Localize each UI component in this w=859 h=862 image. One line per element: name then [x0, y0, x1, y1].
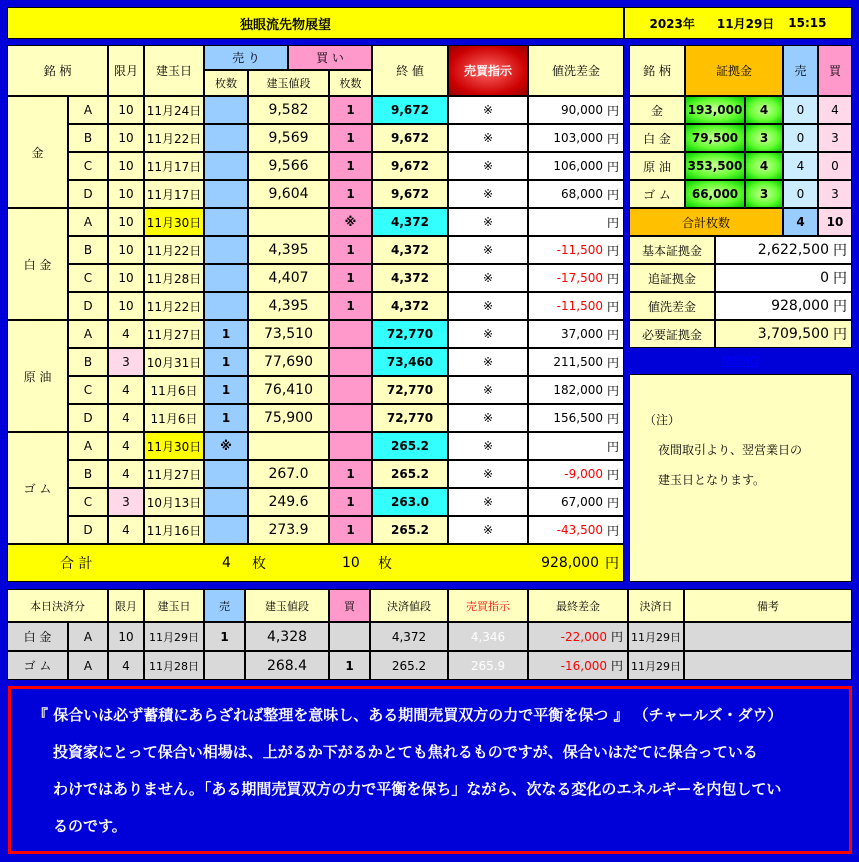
- settled-order-price: 4,346: [448, 622, 528, 651]
- open-price: 249.6: [248, 488, 329, 516]
- contract-month: 10: [108, 264, 144, 292]
- header-sell: 売 り: [204, 45, 288, 70]
- open-price: 73,510: [248, 320, 329, 348]
- contract-month: 4: [108, 404, 144, 432]
- buy-qty: 1: [329, 460, 372, 488]
- settled-open-date: 11月28日: [144, 651, 204, 680]
- open-price: 4,395: [248, 292, 329, 320]
- settled-series: A: [68, 622, 108, 651]
- commodity-label: 白 金: [7, 208, 68, 320]
- pnl-value: 156,500: [553, 411, 603, 425]
- header-buy: 買 い: [288, 45, 372, 70]
- trade-order-button[interactable]: 売買指示: [448, 45, 528, 96]
- margin-total-label: 合計枚数: [629, 208, 783, 236]
- order-mark: ※: [448, 96, 528, 124]
- quote-line-3: わけではありません。「ある期間売買双方の力で平衡を保ち」ながら、次なる変化のエネルギーを内包してい: [53, 780, 782, 798]
- margin-commodity: 金: [629, 96, 685, 124]
- pnl-cell: [528, 236, 624, 264]
- open-price: [248, 208, 329, 236]
- memo-box: [629, 374, 852, 582]
- series-label: C: [68, 376, 108, 404]
- open-price: [248, 432, 329, 460]
- header-tateday: 建玉日: [144, 45, 204, 96]
- open-price: 9,569: [248, 124, 329, 152]
- open-date: 11月27日: [144, 460, 204, 488]
- pnl-unit: 円: [606, 327, 619, 342]
- pnl-value: -11,500: [556, 243, 603, 257]
- order-mark: ※: [448, 348, 528, 376]
- order-mark: ※: [448, 376, 528, 404]
- settled-header: 備考: [684, 589, 852, 622]
- margin-amount: 66,000: [685, 180, 745, 208]
- series-label: A: [68, 208, 108, 236]
- margin-commodity: ゴ ム: [629, 180, 685, 208]
- buy-qty: 1: [329, 236, 372, 264]
- settled-commodity: ゴ ム: [7, 651, 68, 680]
- margin-total-buy: 10: [818, 208, 852, 236]
- open-date: 11月30日: [144, 208, 204, 236]
- contract-month: 4: [108, 320, 144, 348]
- settled-final-cell: [528, 651, 628, 680]
- margin-summary-unit: 円: [833, 271, 847, 287]
- settled-header: 建玉値段: [245, 589, 329, 622]
- contract-month: 4: [108, 376, 144, 404]
- order-mark: ※: [448, 432, 528, 460]
- settled-header: 建玉日: [144, 589, 204, 622]
- pnl-value: 37,000: [560, 327, 603, 341]
- order-mark: ※: [448, 208, 528, 236]
- settled-settle-price: 4,372: [370, 622, 448, 651]
- settled-month: 4: [108, 651, 144, 680]
- sell-qty: [204, 152, 248, 180]
- order-mark: ※: [448, 124, 528, 152]
- series-label: B: [68, 124, 108, 152]
- buy-qty: 1: [329, 488, 372, 516]
- series-label: C: [68, 488, 108, 516]
- close-price: 9,672: [372, 152, 448, 180]
- margin-buy-count: 3: [818, 124, 852, 152]
- totals-label: 合 計: [60, 556, 93, 572]
- series-label: C: [68, 152, 108, 180]
- series-label: B: [68, 236, 108, 264]
- pnl-value: 90,000: [560, 103, 603, 117]
- pnl-cell: [528, 208, 624, 236]
- open-date: 11月30日: [144, 432, 204, 460]
- date-year: 2023年: [649, 16, 695, 31]
- margin-multiplier: 3: [745, 124, 783, 152]
- margin-sell-count: 4: [783, 152, 818, 180]
- margin-amount: 193,000: [685, 96, 745, 124]
- settled-header: 決済値段: [370, 589, 448, 622]
- totals-sell-unit: 枚: [252, 556, 266, 572]
- pnl-unit: 円: [606, 495, 619, 510]
- order-mark: ※: [448, 292, 528, 320]
- totals-sell-count: 4: [222, 555, 231, 571]
- settled-final-unit: 円: [610, 630, 623, 644]
- open-date: 11月24日: [144, 96, 204, 124]
- datetime-bar: [624, 7, 852, 39]
- buy-qty: 1: [329, 264, 372, 292]
- pnl-unit: 円: [606, 299, 619, 314]
- totals-buy-unit: 枚: [378, 556, 392, 572]
- close-price: 4,372: [372, 292, 448, 320]
- sell-qty: 1: [204, 320, 248, 348]
- order-mark: ※: [448, 404, 528, 432]
- pnl-cell: [528, 320, 624, 348]
- margin-summary-value: 0: [820, 270, 829, 286]
- margin-summary-value-cell: [715, 292, 852, 320]
- sell-qty: [204, 208, 248, 236]
- pnl-unit: 円: [606, 131, 619, 146]
- margin-multiplier: 3: [745, 180, 783, 208]
- sell-qty: [204, 96, 248, 124]
- open-price: 9,582: [248, 96, 329, 124]
- sell-qty: [204, 460, 248, 488]
- sell-qty: [204, 180, 248, 208]
- series-label: B: [68, 460, 108, 488]
- totals-unit: 円: [605, 556, 619, 572]
- order-mark: ※: [448, 264, 528, 292]
- pnl-value: 67,000: [560, 495, 603, 509]
- close-price: 9,672: [372, 96, 448, 124]
- series-label: D: [68, 292, 108, 320]
- contract-month: 10: [108, 124, 144, 152]
- pnl-cell: [528, 460, 624, 488]
- memo-header: [629, 350, 852, 372]
- buy-qty: [329, 404, 372, 432]
- settled-final-value: -16,000: [560, 658, 607, 673]
- buy-qty: 1: [329, 152, 372, 180]
- pnl-unit: 円: [606, 103, 619, 118]
- margin-summary-value: 2,622,500: [757, 242, 829, 258]
- open-price: 273.9: [248, 516, 329, 544]
- pnl-value: 182,000: [553, 383, 603, 397]
- settled-series: A: [68, 651, 108, 680]
- pnl-cell: [528, 180, 624, 208]
- series-label: A: [68, 432, 108, 460]
- memo-link[interactable]: MEMO: [721, 354, 760, 368]
- series-label: D: [68, 404, 108, 432]
- order-mark: ※: [448, 516, 528, 544]
- buy-qty: 1: [329, 292, 372, 320]
- header-sell-qty: 枚数: [204, 70, 248, 96]
- sell-qty: [204, 124, 248, 152]
- order-mark: ※: [448, 236, 528, 264]
- time: 15:15: [788, 16, 827, 30]
- series-label: D: [68, 180, 108, 208]
- settled-settle-price: 265.2: [370, 651, 448, 680]
- close-price: 9,672: [372, 180, 448, 208]
- open-date: 11月27日: [144, 320, 204, 348]
- contract-month: 10: [108, 180, 144, 208]
- memo-line-1: （注）: [644, 413, 681, 427]
- margin-multiplier: 4: [745, 96, 783, 124]
- open-price: 267.0: [248, 460, 329, 488]
- contract-month: 10: [108, 96, 144, 124]
- margin-summary-unit: 円: [833, 299, 847, 315]
- sell-qty: [204, 236, 248, 264]
- header-buy-qty: 枚数: [329, 70, 372, 96]
- quote-box: [8, 686, 852, 854]
- open-price: 4,395: [248, 236, 329, 264]
- margin-summary-value-cell: [715, 320, 852, 348]
- open-date: 11月6日: [144, 376, 204, 404]
- header-gengetsu: 限月: [108, 45, 144, 96]
- margin-header-buy: 買: [818, 45, 852, 96]
- pnl-value: -43,500: [556, 523, 603, 537]
- settled-note: [684, 622, 852, 651]
- sell-qty: 1: [204, 404, 248, 432]
- contract-month: 4: [108, 516, 144, 544]
- settled-order-price: 265.9: [448, 651, 528, 680]
- commodity-label: 金: [7, 96, 68, 208]
- page-title: 独眼流先物展望: [240, 17, 332, 33]
- open-price: 4,407: [248, 264, 329, 292]
- pnl-cell: [528, 404, 624, 432]
- settled-header: 売買指示: [448, 589, 528, 622]
- close-price: 4,372: [372, 208, 448, 236]
- order-mark: ※: [448, 152, 528, 180]
- pnl-value: 211,500: [553, 355, 603, 369]
- sell-qty: 1: [204, 376, 248, 404]
- pnl-value: -11,500: [556, 299, 603, 313]
- open-price: 76,410: [248, 376, 329, 404]
- pnl-unit: 円: [606, 187, 619, 202]
- open-date: 11月22日: [144, 292, 204, 320]
- order-mark: ※: [448, 180, 528, 208]
- margin-summary-value-cell: [715, 236, 852, 264]
- open-date: 10月13日: [144, 488, 204, 516]
- pnl-cell: [528, 516, 624, 544]
- commodity-label: ゴ ム: [7, 432, 68, 544]
- sell-qty: [204, 292, 248, 320]
- pnl-unit: 円: [606, 215, 619, 230]
- open-price: 75,900: [248, 404, 329, 432]
- margin-sell-count: 0: [783, 124, 818, 152]
- margin-amount: 353,500: [685, 152, 745, 180]
- pnl-unit: 円: [606, 439, 619, 454]
- header-close: 終 値: [372, 45, 448, 96]
- totals-row: [7, 544, 624, 582]
- buy-qty: [329, 432, 372, 460]
- contract-month: 3: [108, 488, 144, 516]
- margin-commodity: 白 金: [629, 124, 685, 152]
- pnl-cell: [528, 96, 624, 124]
- open-price: 77,690: [248, 348, 329, 376]
- series-label: A: [68, 320, 108, 348]
- pnl-unit: 円: [606, 355, 619, 370]
- close-price: 265.2: [372, 460, 448, 488]
- margin-header-meigara: 銘 柄: [629, 45, 685, 96]
- close-price: 265.2: [372, 432, 448, 460]
- pnl-cell: [528, 488, 624, 516]
- pnl-cell: [528, 124, 624, 152]
- margin-amount: 79,500: [685, 124, 745, 152]
- close-price: 265.2: [372, 516, 448, 544]
- contract-month: 4: [108, 460, 144, 488]
- commodity-label: 原 油: [7, 320, 68, 432]
- order-mark: ※: [448, 460, 528, 488]
- contract-month: 3: [108, 348, 144, 376]
- pnl-cell: [528, 152, 624, 180]
- buy-qty: [329, 348, 372, 376]
- pnl-cell: [528, 376, 624, 404]
- close-price: 9,672: [372, 124, 448, 152]
- pnl-cell: [528, 348, 624, 376]
- margin-summary-unit: 円: [833, 327, 847, 343]
- buy-qty: 1: [329, 516, 372, 544]
- pnl-value: 106,000: [553, 159, 603, 173]
- contract-month: 10: [108, 292, 144, 320]
- settled-date: 11月29日: [628, 651, 684, 680]
- open-date: 11月22日: [144, 236, 204, 264]
- date-monthday: 11月29日: [716, 16, 775, 31]
- settled-open-price: 4,328: [245, 622, 329, 651]
- pnl-unit: 円: [606, 523, 619, 538]
- buy-qty: 1: [329, 124, 372, 152]
- margin-summary-label: 追証拠金: [629, 264, 715, 292]
- buy-qty: ※: [329, 208, 372, 236]
- series-label: C: [68, 264, 108, 292]
- pnl-value: 68,000: [560, 187, 603, 201]
- open-price: 9,604: [248, 180, 329, 208]
- margin-commodity: 原 油: [629, 152, 685, 180]
- buy-qty: [329, 376, 372, 404]
- margin-total-sell: 4: [783, 208, 818, 236]
- margin-buy-count: 0: [818, 152, 852, 180]
- settled-open-date: 11月29日: [144, 622, 204, 651]
- header-meigara: 銘 柄: [7, 45, 108, 96]
- settled-month: 10: [108, 622, 144, 651]
- buy-qty: [329, 320, 372, 348]
- margin-buy-count: 4: [818, 96, 852, 124]
- sell-qty: [204, 488, 248, 516]
- open-date: 11月28日: [144, 264, 204, 292]
- margin-summary-label: 基本証拠金: [629, 236, 715, 264]
- sell-qty: [204, 516, 248, 544]
- header-tate-price: 建玉値段: [248, 70, 329, 96]
- contract-month: 10: [108, 152, 144, 180]
- series-label: D: [68, 516, 108, 544]
- margin-summary-value: 3,709,500: [757, 326, 829, 342]
- pnl-value: 103,000: [553, 131, 603, 145]
- settled-final-cell: [528, 622, 628, 651]
- sell-qty: [204, 264, 248, 292]
- buy-qty: 1: [329, 96, 372, 124]
- pnl-cell: [528, 292, 624, 320]
- margin-header-sell: 売: [783, 45, 818, 96]
- close-price: 72,770: [372, 320, 448, 348]
- order-mark: ※: [448, 488, 528, 516]
- settled-header: 売: [204, 589, 245, 622]
- memo-line-3: 建玉日となります。: [658, 473, 766, 487]
- contract-month: 4: [108, 432, 144, 460]
- totals-diff: 928,000: [541, 555, 599, 571]
- margin-summary-value: 928,000: [771, 298, 829, 314]
- close-price: 72,770: [372, 376, 448, 404]
- margin-sell-count: 0: [783, 96, 818, 124]
- open-price: 9,566: [248, 152, 329, 180]
- margin-summary-label: 値洗差金: [629, 292, 715, 320]
- margin-buy-count: 3: [818, 180, 852, 208]
- settled-final-unit: 円: [610, 659, 623, 673]
- settled-final-value: -22,000: [560, 629, 607, 644]
- settled-sell: [204, 651, 245, 680]
- margin-summary-unit: 円: [833, 243, 847, 259]
- sell-qty: 1: [204, 348, 248, 376]
- header-diff: 値洗差金: [528, 45, 624, 96]
- margin-sell-count: 0: [783, 180, 818, 208]
- open-date: 11月6日: [144, 404, 204, 432]
- margin-summary-value-cell: [715, 264, 852, 292]
- pnl-cell: [528, 432, 624, 460]
- margin-summary-label: 必要証拠金: [629, 320, 715, 348]
- margin-header-shokokin: 証拠金: [685, 45, 783, 96]
- sell-qty: ※: [204, 432, 248, 460]
- settled-note: [684, 651, 852, 680]
- close-price: 263.0: [372, 488, 448, 516]
- pnl-unit: 円: [606, 159, 619, 174]
- settled-commodity: 白 金: [7, 622, 68, 651]
- settled-header: 決済日: [628, 589, 684, 622]
- close-price: 4,372: [372, 264, 448, 292]
- pnl-value: -17,500: [556, 271, 603, 285]
- memo-line-2: 夜間取引より、翌営業日の: [658, 443, 803, 457]
- series-label: B: [68, 348, 108, 376]
- open-date: 11月17日: [144, 180, 204, 208]
- pnl-unit: 円: [606, 383, 619, 398]
- order-mark: ※: [448, 320, 528, 348]
- settled-header: 本日決済分: [7, 589, 108, 622]
- open-date: 10月31日: [144, 348, 204, 376]
- pnl-unit: 円: [606, 243, 619, 258]
- settled-buy: 1: [329, 651, 370, 680]
- close-price: 72,770: [372, 404, 448, 432]
- settled-header: 限月: [108, 589, 144, 622]
- pnl-value: -9,000: [564, 467, 603, 481]
- title-bar: [7, 7, 624, 39]
- settled-sell: 1: [204, 622, 245, 651]
- open-date: 11月22日: [144, 124, 204, 152]
- margin-multiplier: 4: [745, 152, 783, 180]
- contract-month: 10: [108, 208, 144, 236]
- open-date: 11月16日: [144, 516, 204, 544]
- pnl-unit: 円: [606, 271, 619, 286]
- totals-buy-count: 10: [342, 555, 360, 571]
- close-price: 4,372: [372, 236, 448, 264]
- quote-line-1: 『 保合いは必ず蓄積にあらざれば整理を意味し、ある期間売買双方の力で平衡を保つ 』 （チャールズ・ダウ）: [33, 706, 783, 724]
- close-price: 73,460: [372, 348, 448, 376]
- settled-buy: [329, 622, 370, 651]
- settled-date: 11月29日: [628, 622, 684, 651]
- pnl-unit: 円: [606, 411, 619, 426]
- settled-header: 買: [329, 589, 370, 622]
- open-date: 11月17日: [144, 152, 204, 180]
- pnl-cell: [528, 264, 624, 292]
- series-label: A: [68, 96, 108, 124]
- quote-line-4: るのです。: [53, 817, 127, 835]
- buy-qty: 1: [329, 180, 372, 208]
- settled-open-price: 268.4: [245, 651, 329, 680]
- pnl-unit: 円: [606, 467, 619, 482]
- contract-month: 10: [108, 236, 144, 264]
- quote-line-2: 投資家にとって保合い相場は、上がるか下がるかとても焦れるものですが、保合いはだてに保合っている: [53, 743, 758, 761]
- settled-header: 最終差金: [528, 589, 628, 622]
